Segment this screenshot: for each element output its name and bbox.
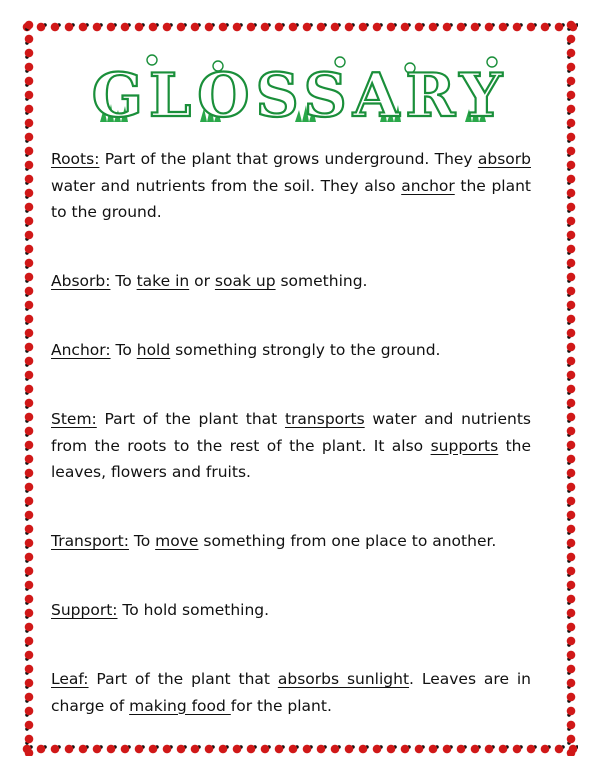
term-roots: Roots:	[51, 150, 100, 168]
term-absorb: Absorb:	[51, 272, 111, 290]
keyword-anchor: anchor	[401, 176, 455, 195]
definition-text: Part of the plant that grows underground. They	[99, 150, 478, 168]
keyword-transports: transports	[284, 410, 365, 428]
glossary-entry-support	[51, 597, 531, 624]
keyword-move: move	[155, 532, 199, 550]
term-support: Support:	[51, 601, 118, 619]
keyword-making-food: making food	[129, 696, 231, 715]
definition-text: something.	[275, 272, 368, 290]
definition-text: the plant to the ground.	[51, 176, 531, 221]
glossary-entry-roots	[51, 146, 531, 226]
ladybug-border-bottom	[22, 742, 578, 756]
keyword-take-in: take in	[136, 272, 190, 290]
keyword-absorb: absorb	[477, 150, 531, 168]
title-banner	[0, 52, 600, 132]
keyword-absorbs-sunlight: absorbs sunlight	[277, 670, 410, 688]
glossary-entry-stem	[51, 406, 531, 486]
definition-text: water and nutrients from the soil. They also	[51, 176, 402, 195]
term-transport: Transport:	[51, 532, 129, 550]
definition-text: To	[110, 272, 137, 290]
keyword-hold: hold	[136, 341, 171, 359]
glossary-entry-anchor	[51, 337, 531, 364]
definition-text: something from one place to another.	[198, 532, 497, 550]
definition-text: . Leaves are in charge of	[51, 670, 532, 715]
keyword-supports: supports	[430, 436, 499, 455]
definition-text: Part of the plant that	[96, 410, 285, 428]
glossary-entry-absorb	[51, 268, 531, 295]
glossary-entry-transport	[51, 528, 531, 555]
definition-text: something strongly to the ground.	[170, 341, 441, 359]
definition-text: the leaves, flowers and fruits.	[51, 436, 532, 481]
glossary-title-art	[80, 52, 520, 132]
term-anchor: Anchor:	[51, 341, 111, 359]
glossary-entry-leaf	[51, 666, 531, 719]
term-leaf: Leaf:	[51, 670, 89, 688]
definition-text: To hold something.	[117, 601, 270, 619]
page-title: GLOSSARY	[91, 61, 509, 131]
term-stem: Stem:	[51, 410, 97, 428]
ladybug-border-top	[22, 20, 578, 34]
definition-text: or	[189, 272, 215, 290]
definition-text: To	[128, 532, 156, 550]
keyword-soak-up: soak up	[214, 272, 276, 290]
definition-text: water and nutrients from the roots to the rest of the plant. It also	[51, 410, 531, 455]
definition-text: Part of the plant that	[88, 670, 278, 688]
definition-text: for the plant.	[230, 696, 332, 715]
definition-text: To	[110, 341, 137, 359]
